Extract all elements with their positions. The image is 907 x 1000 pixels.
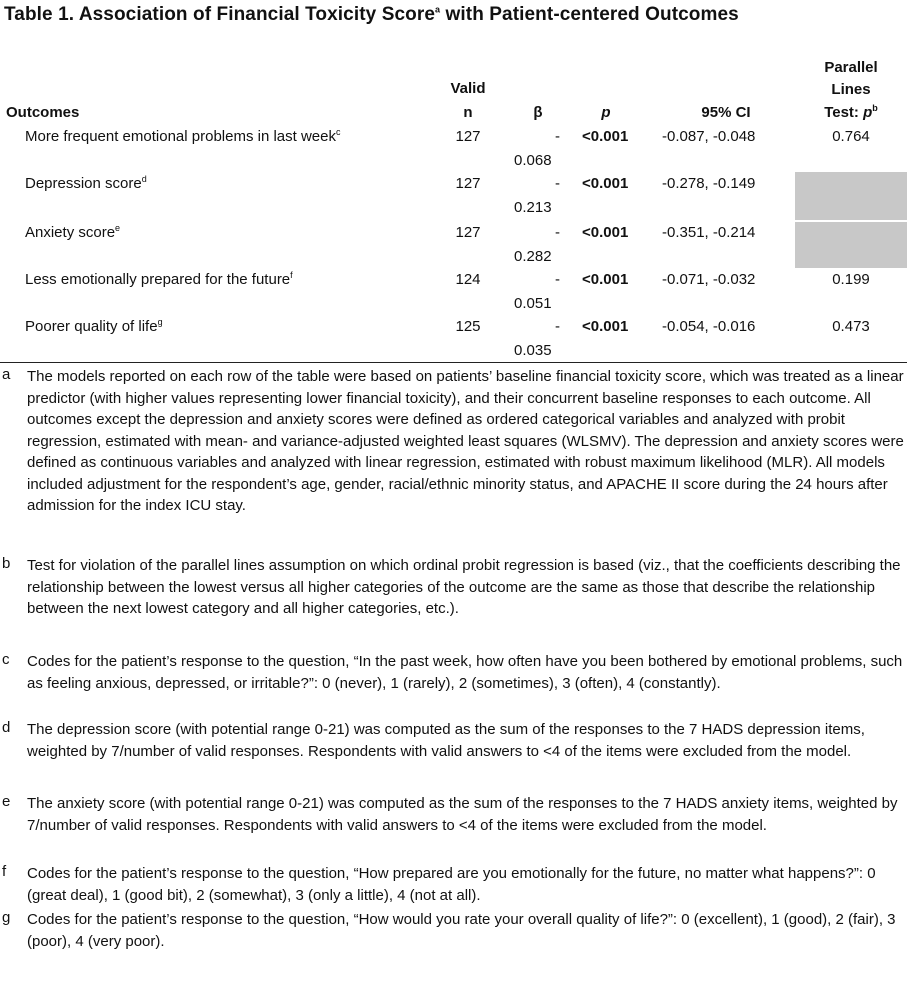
row-p-2: <0.001 [582, 175, 629, 192]
row-outcome-4: Less emotionally prepared for the future$^f$ [25, 270, 293, 288]
row-p-4: <0.001 [582, 271, 629, 288]
row-p-3: <0.001 [582, 224, 629, 241]
header-plt-line2: Lines [831, 81, 871, 98]
row-p-1: <0.001 [582, 128, 629, 145]
header-valid-n-line2: n [463, 104, 473, 121]
footnote-f-text: Codes for the patient’s response to the question, “How prepared are you emotionally for the future, no matter what happens?”: 0 (great deal), 1 (good bit), 2 (somewhat), 3 (only a little), 4 (not at all). [27, 865, 876, 904]
row-outcome-1: More frequent emotional problems in last week$^c$ [25, 127, 341, 145]
row-beta-dash-5: - [555, 318, 560, 335]
row-ci-1: -0.087, -0.048 [662, 128, 756, 145]
footnote-a-letter: a [2, 366, 11, 383]
header-ci: 95% CI [701, 104, 751, 121]
footnote-e-letter: e [2, 793, 11, 810]
row-beta-dash-1: - [555, 128, 560, 145]
footnote-b-letter: b [2, 555, 11, 572]
row-beta-dash-4: - [555, 271, 560, 288]
header-p: p [601, 104, 611, 121]
footnote-g-letter: g [2, 909, 11, 926]
row-n-4: 124 [455, 271, 481, 288]
header-beta: β [533, 104, 543, 121]
row-n-2: 127 [455, 175, 481, 192]
row-plt-1: 0.764 [832, 128, 870, 145]
row-beta-4: 0.051 [514, 295, 552, 312]
row-ci-3: -0.351, -0.214 [662, 224, 756, 241]
table-title: Table 1. Association of Financial Toxicity Score$^a$ with Patient-centered Outcomes [4, 4, 739, 25]
row-plt-5: 0.473 [832, 318, 870, 335]
row-beta-5: 0.035 [514, 342, 552, 359]
row-p-5: <0.001 [582, 318, 629, 335]
header-plt-line3: Test: $p^b$ [824, 103, 878, 121]
row-ci-2: -0.278, -0.149 [662, 175, 756, 192]
title-footnote-marker: a [435, 4, 441, 15]
row-beta-1: 0.068 [514, 152, 552, 169]
table-bottom-rule [0, 362, 907, 363]
row-outcome-5: Poorer quality of life$^g$ [25, 317, 163, 335]
footnote-g-text: Codes for the patient’s response to the question, “How would you rate your overall quality of life?”: 0 (excellent), 1 (good), 2 (fair), 3 (poor), 4 (very poor). [27, 911, 896, 950]
header-valid-n-line1: Valid [450, 80, 486, 97]
shade-separator [795, 220, 907, 222]
footnote-e-text: The anxiety score (with potential range 0-21) was computed as the sum of the responses to the 7 HADS anxiety items, weighted by 7/number of valid responses. Respondents with valid answers to <4 of the items were excluded from the model. [27, 795, 898, 834]
row-ci-5: -0.054, -0.016 [662, 318, 756, 335]
row-beta-2: 0.213 [514, 199, 552, 216]
footnote-c-letter: c [2, 651, 10, 668]
row-n-3: 127 [455, 224, 481, 241]
row-plt-4: 0.199 [832, 271, 870, 288]
footnote-d-letter: d [2, 719, 11, 736]
footnote-f-letter: f [2, 863, 7, 880]
row-n-1: 127 [455, 128, 481, 145]
row-beta-dash-3: - [555, 224, 560, 241]
row-beta-dash-2: - [555, 175, 560, 192]
footnote-c-text: Codes for the patient’s response to the question, “In the past week, how often have you been bothered by emotional problems, such as feeling anxious, depressed, or irritable?”: 0 (never), 1 (rarely), 2 (sometimes), 3 (often), 4 (constantly). [27, 653, 903, 692]
row-ci-4: -0.071, -0.032 [662, 271, 756, 288]
footnote-b-text: Test for violation of the parallel lines assumption on which ordinal probit regression is based (viz., that the coefficients describing the relationship between the lowest versus all higher categories of the outcome are the same as those that describe the relationship between the next lowest category and all higher categories, etc.). [27, 557, 901, 617]
row-beta-3: 0.282 [514, 248, 552, 265]
header-plt-line1: Parallel [824, 59, 878, 76]
header-outcomes: Outcomes [6, 104, 80, 121]
row-n-5: 125 [455, 318, 481, 335]
row-outcome-2: Depression score$^d$ [25, 174, 147, 192]
footnote-d-text: The depression score (with potential range 0-21) was computed as the sum of the responses to the 7 HADS depression items, weighted by 7/number of valid responses. Respondents with valid answers to <4 of the items were excluded from the model. [27, 721, 865, 760]
footnote-a-text: The models reported on each row of the table were based on patients’ baseline financial toxicity score, which was treated as a linear predictor (with higher values representing lower financial toxicity), and their concurrent baseline responses to each outcome. All outcomes except the depression and anxiety scores were defined as ordered categorical variables and analyzed with probit regression, estimated with mean- and variance-adjusted weighted least squares (WLSMV). The depression and anxiety scores were defined as continuous variables and analyzed with linear regression, estimated with robust maximum likelihood (MLR). All models included adjustment for the respondent’s age, gender, racial/ethnic minority status, and APACHE II score during the 24 hours after admission for the index ICU stay. [27, 368, 904, 514]
row-outcome-3: Anxiety score$^e$ [25, 223, 121, 241]
